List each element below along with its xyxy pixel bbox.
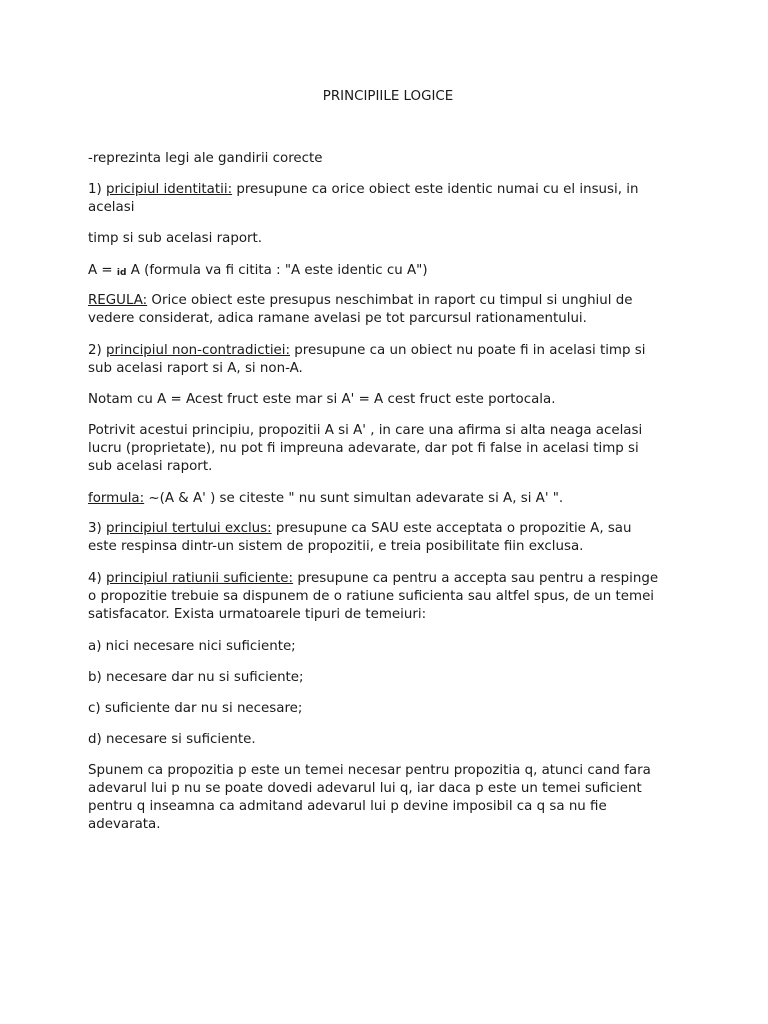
principle-identity-number: 1) — [88, 182, 107, 197]
list-item: c) suficiente dar nu si necesare; — [88, 701, 303, 716]
spunem-line-3: pentru q inseamna ca admitand adevarul lui p devine imposibil ca q sa nu fie — [88, 799, 607, 814]
potrivit-line-1: Potrivit acestui principiu, propozitii A si A' , in care una afirma si alta neaga acelasi — [88, 423, 643, 438]
spunem-line-1: Spunem ca propozitia p este un temei necesar pentru propozitia q, atunci cand fara — [88, 763, 651, 778]
list-item: b) necesare dar nu si suficiente; — [88, 670, 304, 685]
potrivit-line-2: lucru (proprietate), nu pot fi impreuna adevarate, dar pot fi false in acelasi timp si — [88, 441, 639, 456]
potrivit-paragraph — [88, 422, 688, 476]
notam-paragraph: Notam cu A = Acest fruct este mar si A' = A cest fruct este portocala. — [88, 392, 556, 407]
principle-excluded-middle-paragraph — [88, 520, 688, 556]
identity-formula-subscript: id — [116, 268, 127, 278]
principle-identity-line-2: acelasi — [88, 200, 135, 215]
principle-excluded-middle-text: presupune ca SAU este acceptata o propozitie A, sau — [271, 521, 632, 536]
spunem-paragraph — [88, 762, 688, 834]
principle-identity-text: presupune ca orice obiect este identic numai cu el insusi, in — [232, 182, 639, 197]
principle-excluded-middle-line-2: este respinsa dintr-un sistem de propozitii, e treia posibilitate fiin exclusa. — [88, 539, 584, 554]
principle-sufficient-reason-label: principiul ratiunii suficiente: — [106, 571, 294, 586]
principle-identity-line-1 — [88, 181, 688, 199]
potrivit-line-3: sub acelasi raport. — [88, 459, 213, 474]
principle-excluded-middle-label: principiul tertului exclus: — [106, 521, 272, 536]
principle-sufficient-reason-line-2: o propozitie trebuie sa dispunem de o ratiune suficienta sau altfel spus, de un temei — [88, 589, 655, 604]
principle-identity-paragraph — [88, 181, 688, 217]
identity-formula-post: A (formula va fi citita : "A este identic cu A") — [126, 263, 428, 278]
principle-noncontradiction-number: 2) — [88, 343, 107, 358]
regula-line-1 — [88, 292, 688, 310]
intro-paragraph: -reprezinta legi ale gandirii corecte — [88, 151, 323, 166]
principle-noncontradiction-line-1 — [88, 342, 688, 360]
principle-noncontradiction-label: principiul non-contradictiei: — [106, 343, 291, 358]
principle-noncontradiction-paragraph — [88, 342, 688, 378]
formula-label: formula: — [88, 491, 145, 506]
principle-noncontradiction-line-2: sub acelasi raport si A, si non-A. — [88, 361, 303, 376]
principle-excluded-middle-line-1 — [88, 520, 688, 538]
spunem-line-2: adevarul lui p nu se poate dovedi adevarul lui q, iar daca p este un temei suficient — [88, 781, 642, 796]
document-title: PRINCIPIILE LOGICE — [322, 89, 454, 104]
spunem-line-4: adevarata. — [88, 817, 161, 832]
list-item: d) necesare si suficiente. — [88, 732, 256, 747]
regula-paragraph — [88, 292, 688, 328]
principle-sufficient-reason-line-1 — [88, 570, 688, 588]
formula-text: ~(A & A' ) se citeste " nu sunt simultan adevarate si A, si A' ". — [144, 491, 564, 506]
list-item: a) nici necesare nici suficiente; — [88, 639, 296, 654]
regula-text: Orice obiect este presupus neschimbat in raport cu timpul si unghiul de — [147, 293, 633, 308]
identity-formula — [88, 262, 688, 281]
principle-sufficient-reason-text: presupune ca pentru a accepta sau pentru a respinge — [293, 571, 659, 586]
principle-identity-continuation: timp si sub acelasi raport. — [88, 231, 263, 246]
principle-sufficient-reason-line-3: satisfacator. Exista urmatoarele tipuri de temeiuri: — [88, 607, 427, 622]
regula-line-2: vedere considerat, adica ramane avelasi pe tot parcursul rationamentului. — [88, 311, 587, 326]
principle-excluded-middle-number: 3) — [88, 521, 107, 536]
identity-formula-pre: A = — [88, 263, 117, 278]
principle-identity-label: pricipiul identitatii: — [106, 182, 233, 197]
regula-label: REGULA: — [88, 293, 148, 308]
principle-sufficient-reason-number: 4) — [88, 571, 107, 586]
principle-sufficient-reason-paragraph — [88, 570, 688, 624]
principle-noncontradiction-text: presupune ca un obiect nu poate fi in acelasi timp si — [290, 343, 646, 358]
noncontradiction-formula — [88, 490, 688, 508]
